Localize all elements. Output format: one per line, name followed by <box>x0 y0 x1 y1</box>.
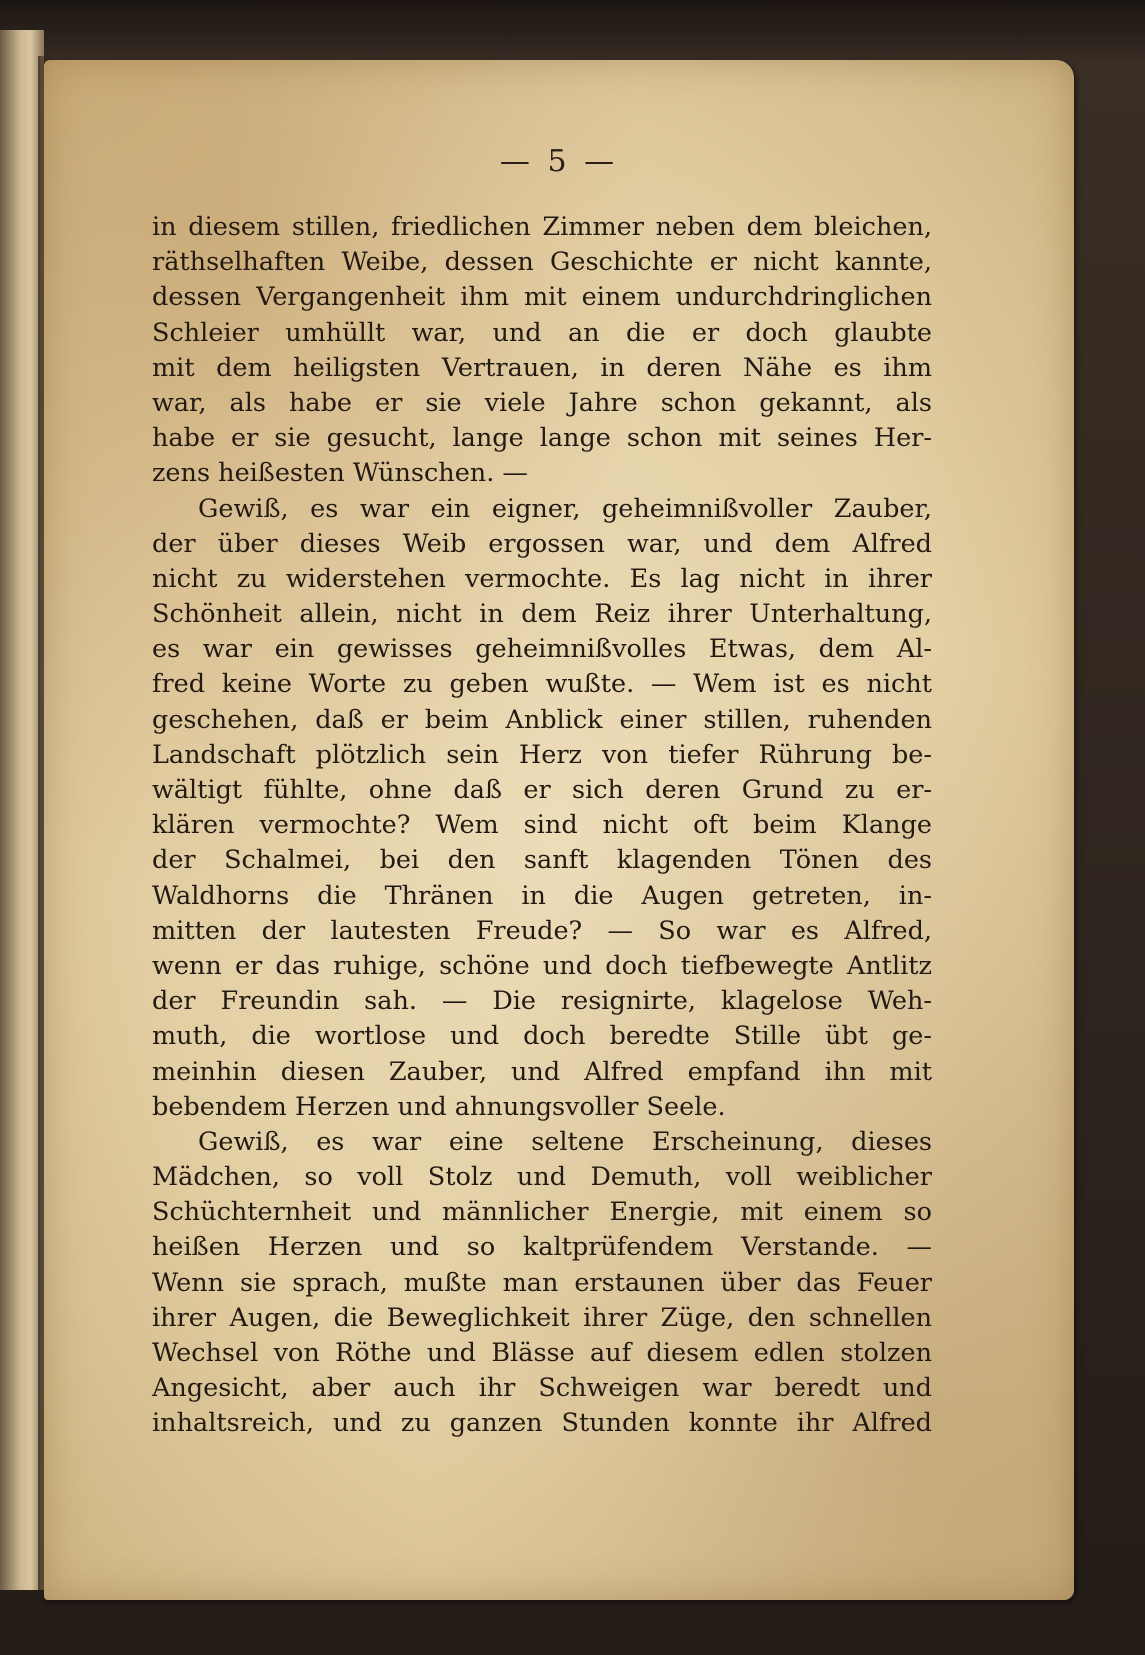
text-line: mitten der lautesten Freude? — So war es Alfred, <box>152 915 932 946</box>
text-line: Gewiß, es war ein eigner, geheimnißvoller Zauber, <box>198 493 932 524</box>
text-line: meinhin diesen Zauber, und Alfred empfand ihn mit <box>152 1056 932 1087</box>
text-line: Mädchen, so voll Stolz und Demuth, voll weiblicher <box>152 1162 932 1193</box>
text-line: der Freundin sah. — Die resignirte, klagelose Weh- <box>152 986 932 1017</box>
text-line: klären vermochte? Wem sind nicht oft beim Klange <box>152 810 932 841</box>
text-line: wältigt fühlte, ohne daß er sich deren Grund zu er- <box>152 775 932 805</box>
text-line: bebendem Herzen und ahnungsvoller Seele. <box>152 1091 726 1122</box>
text-line: in diesem stillen, friedlichen Zimmer neben dem bleichen, <box>152 212 932 242</box>
text-line: war, als habe er sie viele Jahre schon gekannt, als <box>152 387 932 418</box>
text-line: der über dieses Weib ergossen war, und dem Alfred <box>152 528 932 559</box>
text-line: Schönheit allein, nicht in dem Reiz ihrer Unterhaltung, <box>152 599 932 630</box>
text-line: Angesicht, aber auch ihr Schweigen war beredt und <box>152 1373 932 1404</box>
text-line: inhaltsreich, und zu ganzen Stunden konnte ihr Alfred <box>152 1408 932 1439</box>
text-line: habe er sie gesucht, lange lange schon mit seines Her- <box>152 423 932 454</box>
body-text <box>152 210 932 1442</box>
text-line: wenn er das ruhige, schöne und doch tiefbewegte Antlitz <box>152 950 932 981</box>
text-line: dessen Vergangenheit ihm mit einem undurchdringlichen <box>152 282 932 313</box>
text-line: Schleier umhüllt war, und an die er doch glaubte <box>152 317 932 348</box>
text-line: der Schalmei, bei den sanft klagenden Tönen des <box>152 845 932 876</box>
text-line: ihrer Augen, die Beweglichkeit ihrer Züge, den schnellen <box>152 1302 932 1333</box>
text-line: zens heißesten Wünschen. — <box>152 458 528 489</box>
text-line: Landschaft plötzlich sein Herz von tiefer Rührung be- <box>152 739 932 770</box>
text-line: Schüchternheit und männlicher Energie, mit einem so <box>152 1197 932 1228</box>
text-line: muth, die wortlose und doch beredte Stille übt ge- <box>152 1021 932 1052</box>
text-line: Waldhorns die Thränen in die Augen getreten, in- <box>152 880 932 911</box>
text-line: fred keine Worte zu geben wußte. — Wem ist es nicht <box>152 669 932 700</box>
text-line: geschehen, daß er beim Anblick einer stillen, ruhenden <box>152 704 932 735</box>
page-number: — 5 — <box>499 144 619 179</box>
text-line: Gewiß, es war eine seltene Erscheinung, dieses <box>198 1126 932 1157</box>
text-line: Wechsel von Röthe und Blässe auf diesem edlen stolzen <box>152 1338 932 1368</box>
book-page <box>44 60 1074 1600</box>
text-line: räthselhaften Weibe, dessen Geschichte er nicht kannte, <box>152 247 932 278</box>
text-line: nicht zu widerstehen vermochte. Es lag nicht in ihrer <box>152 563 932 594</box>
text-line: es war ein gewisses geheimnißvolles Etwas, dem Al- <box>152 634 932 665</box>
text-line: heißen Herzen und so kaltprüfendem Verstande. — <box>152 1232 932 1263</box>
text-line: Wenn sie sprach, mußte man erstaunen über das Feuer <box>152 1267 932 1298</box>
text-line: mit dem heiligsten Vertrauen, in deren Nähe es ihm <box>152 352 932 383</box>
